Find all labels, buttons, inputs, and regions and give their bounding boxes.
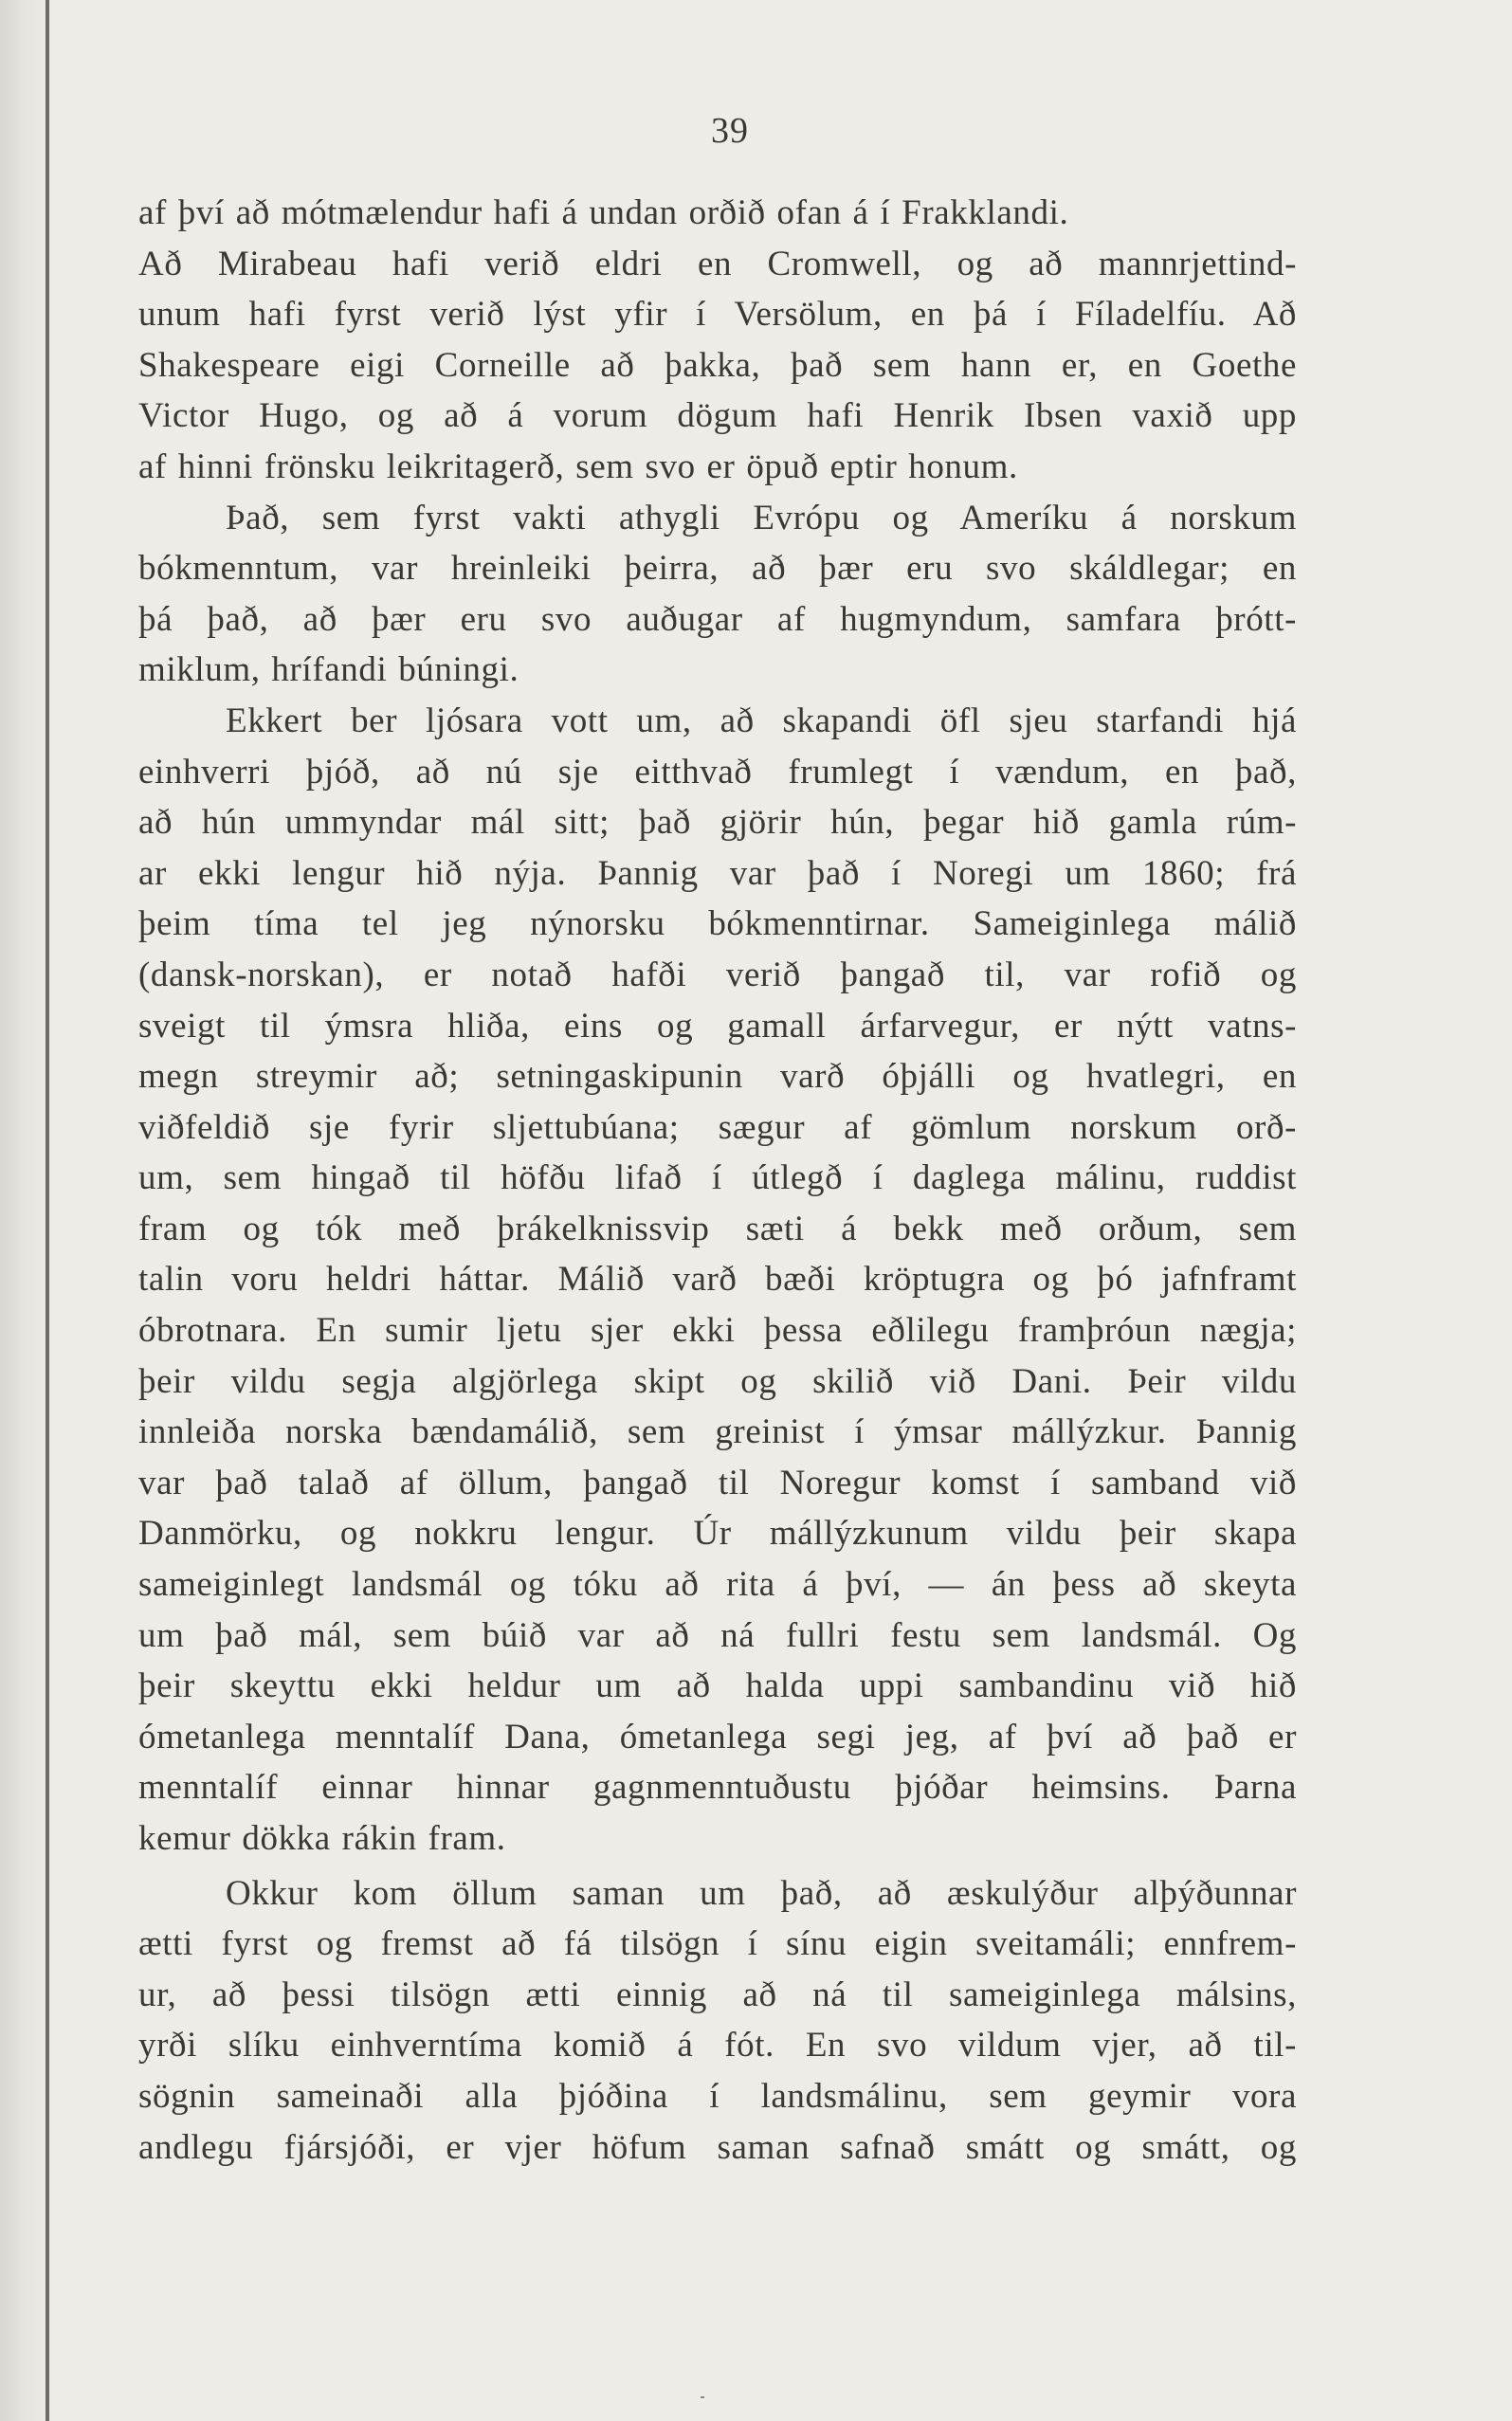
- text-line: Ekkert ber ljósara vott um, að skapandi öfl sjeu starfandi hjá: [226, 701, 1297, 740]
- print-speck: [701, 2396, 704, 2398]
- text-line: þeim tíma tel jeg nýnorsku bókmenntirnar. Sameiginlega málið: [138, 904, 1297, 944]
- text-line: einhverri þjóð, að nú sje eitthvað frumlegt í vændum, en það,: [138, 752, 1297, 792]
- text-line: kemur dökka rákin fram.: [138, 1819, 506, 1858]
- text-line: innleiða norska bændamálið, sem greinist í ýmsar mállýzkur. Þannig: [138, 1412, 1297, 1452]
- page-number: 39: [711, 111, 749, 151]
- text-line: yrði slíku einhverntíma komið á fót. En svo vildum vjer, að til-: [138, 2026, 1297, 2066]
- text-line: ómetanlega menntalíf Dana, ómetanlega segi jeg, af því að það er: [138, 1717, 1297, 1757]
- text-line: sameiginlegt landsmál og tóku að rita á því, — án þess að skeyta: [138, 1565, 1297, 1605]
- text-line: var það talað af öllum, þangað til Noregur komst í samband við: [138, 1463, 1297, 1502]
- text-line: þeir skeyttu ekki heldur um að halda uppi sambandinu við hið: [138, 1666, 1297, 1706]
- page-text-body: [138, 188, 1297, 2173]
- text-line: miklum, hrífandi búningi.: [138, 650, 519, 690]
- text-line: þá það, að þær eru svo auðugar af hugmyndum, samfara þrótt-: [138, 599, 1297, 639]
- text-line: megn streymir að; setningaskipunin varð óþjálli og hvatlegri, en: [138, 1057, 1297, 1097]
- text-line: ar ekki lengur hið nýja. Þannig var það í Noregi um 1860; frá: [138, 853, 1297, 893]
- text-line: sveigt til ýmsra hliða, eins og gamall árfarvegur, er nýtt vatns-: [138, 1006, 1297, 1046]
- text-line: Shakespeare eigi Corneille að þakka, það sem hann er, en Goethe: [138, 345, 1297, 385]
- text-line: ur, að þessi tilsögn ætti einnig að ná til sameiginlega málsins,: [138, 1975, 1297, 2014]
- text-line: Okkur kom öllum saman um það, að æskulýður alþýðunnar: [226, 1873, 1297, 1913]
- text-line: talin voru heldri háttar. Málið varð bæði kröptugra og þó jafnframt: [138, 1260, 1297, 1300]
- text-line: menntalíf einnar hinnar gagnmenntuðustu þjóðar heimsins. Þarna: [138, 1768, 1297, 1808]
- text-line: af hinni frönsku leikritagerð, sem svo er öpuð eptir honum.: [138, 446, 1018, 486]
- text-line: andlegu fjársjóði, er vjer höfum saman safnað smátt og smátt, og: [138, 2127, 1297, 2167]
- text-line: viðfeldið sje fyrir sljettubúana; sægur af gömlum norskum orð-: [138, 1107, 1297, 1147]
- text-line: að hún ummyndar mál sitt; það gjörir hún, þegar hið gamla rúm-: [138, 803, 1297, 843]
- text-line: þeir vildu segja algjörlega skipt og skilið við Dani. Þeir vildu: [138, 1361, 1297, 1401]
- text-line: fram og tók með þrákelknissvip sæti á bekk með orðum, sem: [138, 1209, 1297, 1248]
- text-line: óbrotnara. En sumir ljetu sjer ekki þessa eðlilegu framþróun nægja;: [138, 1311, 1297, 1351]
- text-line: sögnin sameinaði alla þjóðina í landsmálinu, sem geymir vora: [138, 2076, 1297, 2116]
- text-line: Það, sem fyrst vakti athygli Evrópu og Ameríku á norskum: [226, 498, 1297, 537]
- text-line: um, sem hingað til höfðu lifað í útlegð í daglega málinu, ruddist: [138, 1158, 1297, 1198]
- text-line: unum hafi fyrst verið lýst yfir í Versölum, en þá í Fíladelfíu. Að: [138, 295, 1297, 335]
- text-line: Að Mirabeau hafi verið eldri en Cromwell, og að mannrjettind-: [138, 244, 1297, 283]
- text-line: um það mál, sem búið var að ná fullri festu sem landsmál. Og: [138, 1615, 1297, 1655]
- text-line: af því að mótmælendur hafi á undan orðið ofan á í Frakklandi.: [138, 193, 1069, 232]
- text-line: ætti fyrst og fremst að fá tilsögn í sínu eigin sveitamáli; ennfrem-: [138, 1924, 1297, 1964]
- text-line: Victor Hugo, og að á vorum dögum hafi Henrik Ibsen vaxið upp: [138, 396, 1297, 436]
- text-line: Danmörku, og nokkru lengur. Úr mállýzkunum vildu þeir skapa: [138, 1514, 1297, 1554]
- text-line: (dansk-norskan), er notað hafði verið þangað til, var rofið og: [138, 955, 1297, 994]
- text-line: bókmenntum, var hreinleiki þeirra, að þær eru svo skáldlegar; en: [138, 549, 1297, 589]
